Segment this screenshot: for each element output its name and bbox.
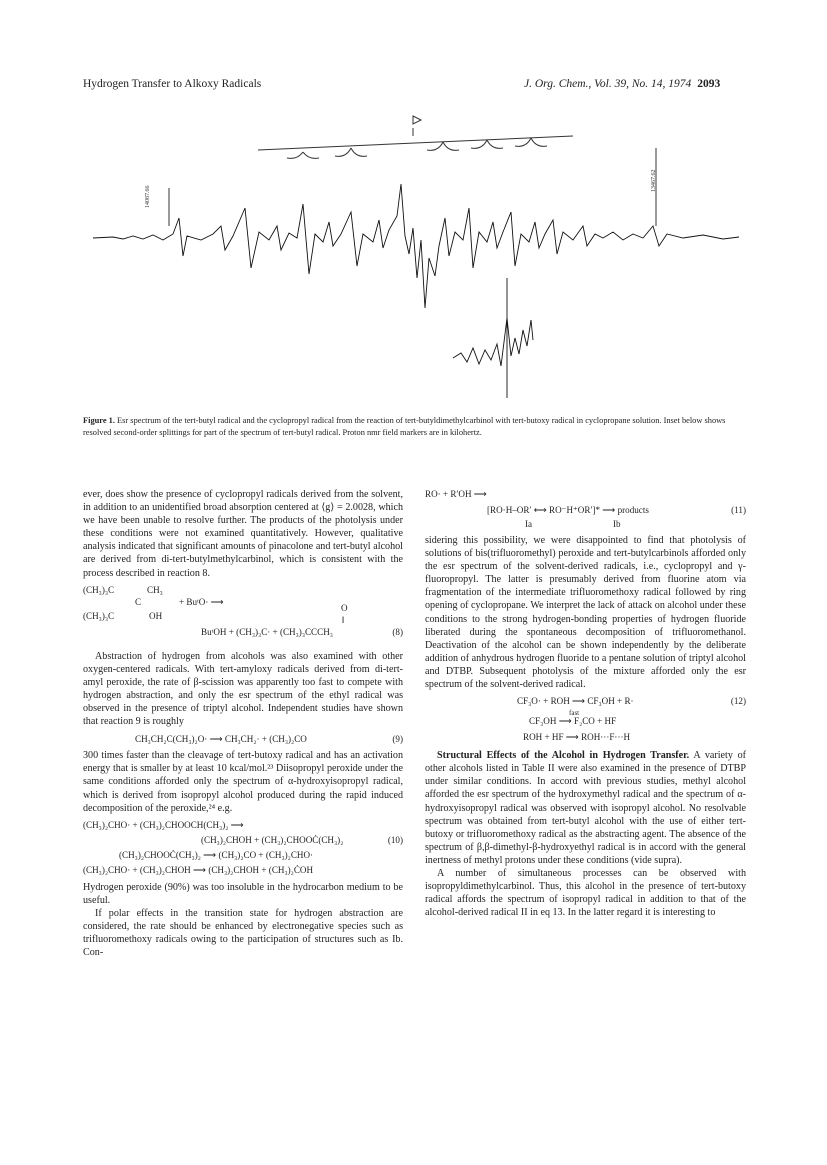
equation-12: CF₃O· + ROH ⟶ CF₃OH + R· (12) fast CF₃OH ⟶ F₂CO + HF ROH + HF ⟶ ROH···F···H (517, 696, 746, 743)
paragraph: sidering this possibility, we were disappointed to find that photolysis of solutions of bis(trifluoromethyl) peroxide and tert-butylcarbinols afforded only the esr spectrum of the solvent-derived radicals, i.e., cyclopropyl and γ-fluoropropyl. The latter is presumably derived from fluorine atom via fragmentation of the intermediate trifluoromethoxy radical followed by ring opening of cyclopropane. We interpret the lack of attack on alcohol under these conditions to the strong hydrogen-bonding properties of hydrogen fluoride liberated during the spontaneous decomposition of trifluoromethanol. Deactivation of the alcohol can be shown independently by the deliberate addition of anhydrous hydrogen fluoride to a pentane solution of triptyl alcohol and DTBP. Subsequent photolysis of the mixture afforded only the esr spectrum of the solvent-derived radical. (425, 535, 746, 691)
paragraph: 300 times faster than the cleavage of tert-butoxy radical and has an activation energy that is smaller by at least 10 kcal/mol.²³ Diisopropyl peroxide under the same conditions afforded only the spectrum of α-hydroxyisopropyl radical, which is derived from isopropyl alcohol produced during the rapid induced decomposition of the peroxide,²⁴ e.g. (83, 750, 403, 814)
paragraph: If polar effects in the transition state for hydrogen abstraction are considered, the rate should be enhanced by electronegative species such as trifluoromethoxy radicals owing to the participation of structures such as Ib. Con- (83, 907, 403, 959)
paragraph: Abstraction of hydrogen from alcohols was also examined with other oxygen-centered radicals. With tert-amyloxy radicals derived from di-tert-amyl peroxide, the rate of β-scission was apparently too fast to compete with hydrogen abstraction, and only the esr spectrum of the ethyl radical was observed in the presence of triptyl alcohol. Independent studies have shown that reaction 9 is roughly (83, 650, 403, 728)
esr-trace (93, 184, 739, 308)
section-heading: Structural Effects of the Alcohol in Hydrogen Transfer. (437, 750, 690, 762)
equation-10: (CH₃)₂CHO· + (CH₃)₂CHOOCH(CH₃)₂ ⟶ (CH₃)₂CHOH + (CH₃)₂CHOOĊ(CH₃)₂ (10) (CH₃)₂CHOOĊ(CH₃)₂ ⟶ (CH₃)₂CO + (CH₃)₂CHO· (CH₃)₂CHO· + (CH₃)₂CHOH ⟶ (CH₃)₂CHOH + (CH₃)₂ĊOH (83, 819, 403, 875)
figure-caption: Figure 1. Esr spectrum of the tert-butyl radical and the cyclopropyl radical from the reaction of tert-butyldimethylcarbinol with tert-butoxy radical in cyclopropane solution. Inset below shows resolved second-order splittings for part of the spectrum of tert-butyl radical. Proton nmr field markers are in kilohertz. (83, 416, 726, 437)
left-column (83, 488, 403, 959)
paragraph: ever, does show the presence of cyclopropyl radicals derived from the solvent, in addition to an unidentified broad absorption centered at ⟨g⟩ = 2.0028, which we have been unable to resolve further. The products of the photolysis under these conditions were not examined quantitatively. However, qualitative analysis indicated that significant amounts of pinacolone and tert-butyl alcohol are derived from di-tert-butylmethylcarbinol, which is consistent with the process described in reaction 8. (83, 489, 403, 579)
running-title: Hydrogen Transfer to Alkoxy Radicals (83, 78, 262, 90)
equation-8: (CH₃)₃C CH₃ C + BuᵗO· ⟶ (CH₃)₃C OH O ‖ BuᵗOH + (CH₃)₃C· + (CH₃)₃CCCH₃ (8) (83, 584, 403, 637)
page-number: 2093 (697, 78, 721, 90)
field-marker-right: 13467.62 (651, 169, 657, 192)
splitting-pattern-markers (258, 116, 573, 158)
paragraph: Hydrogen peroxide (90%) was too insoluble in the hydrocarbon medium to be useful. (83, 881, 403, 906)
equation-9: CH₃CH₂C(CH₃)₂O· ⟶ CH₃CH₂· + (CH₃)₂CO (9) (135, 734, 403, 745)
journal-citation: J. Org. Chem., Vol. 39, No. 14, 1974 2093 (524, 78, 721, 90)
right-column (425, 488, 746, 919)
esr-spectrum-figure (83, 108, 743, 408)
inset-trace (453, 318, 533, 366)
paragraph: A number of simultaneous processes can be observed with isopropyldimethylcarbinol. Thus, this alcohol in the presence of tert-butoxy radical affords the spectrum of isopropyl radical in addition to that of the alcohol-derived radical II in eq 13. In the latter regard it is interesting to (425, 867, 746, 919)
paragraph: Structural Effects of the Alcohol in Hydrogen Transfer. A variety of other alcohols listed in Table II were also examined in the presence of DTBP under similar conditions. In accord with previous studies, methyl alcohol afforded the esr spectrum of the hydroxymethyl radical and the spectrum of α-hydroxyisopropyl radical was observed with isopropyl alcohol. No resolvable spectrum was obtained from tert-butyl alcohol with the use of either tert-butoxy or trifluoromethoxy radical as the abstracting agent. The absence of the spectrum of β,β-dimethyl-β-hydroxyethyl radical is in accord with the general inertness of methyl protons under these conditions (vide supra). (425, 750, 746, 866)
field-marker-left: 14087.66 (145, 185, 151, 208)
equation-11: RO· + R′OH ⟶ [RO·H–OR′ ⟷ RO⁻H⁺OR′]* ⟶ products (11) Ia Ib (425, 489, 746, 529)
